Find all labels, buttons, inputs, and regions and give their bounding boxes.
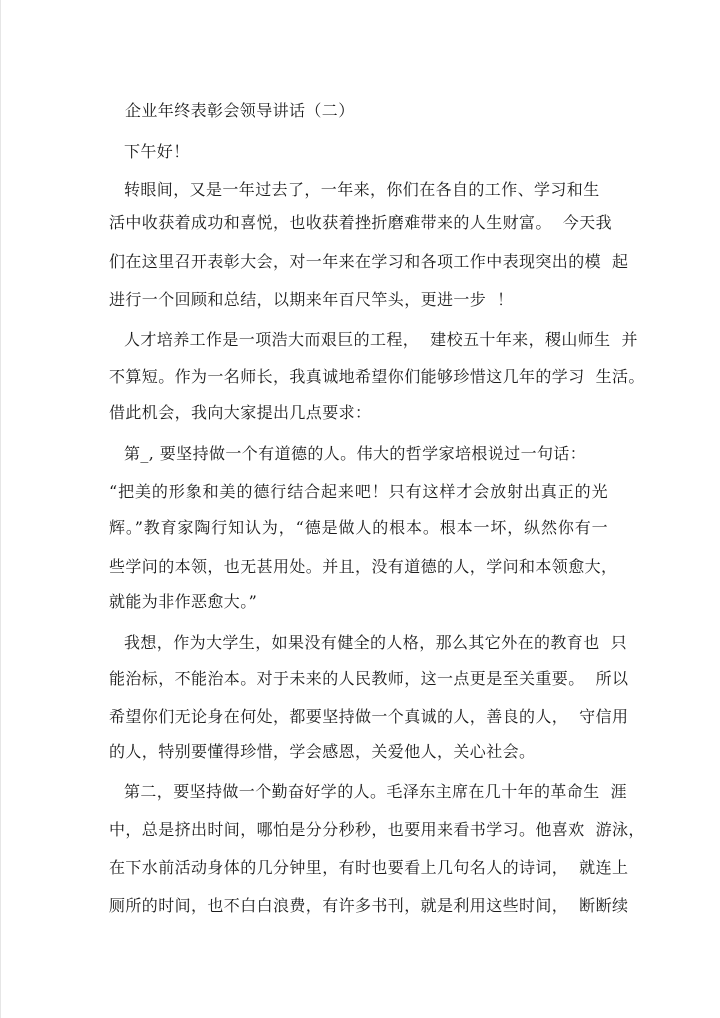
paragraph-2-line-2: 不算短。作为一名师长，我真诚地希望你们能够珍惜这几年的学习 生活。 [109,367,645,386]
paragraph-1-line-4: 进行一个回顾和总结，以期来年百尺竿头，更进一步 ！ [109,290,514,309]
paragraph-4-line-4: 的人，特别要懂得珍惜，学会感恩，关爱他人，关心社会。 [109,742,536,761]
paragraph-5-line-4: 厕所的时间，也不白白浪费，有许多书刊，就是利用这些时间， 断断续 [109,896,629,915]
paragraph-5-line-3: 在下水前活动身体的几分钟里，有时也要看上几句名人的诗词， 就连上 [109,858,629,877]
paragraph-5-line-1: 第二，要坚持做一个勤奋好学的人。毛泽东主席在几十年的革命生 涯 [124,782,627,801]
paragraph-4-line-1: 我想，作为大学生，如果没有健全的人格，那么其它外在的教育也 只 [124,633,627,652]
paragraph-3-line-3: 辉。”教育家陶行知认为，“德是做人的根本。根本一坏，纵然你有一 [109,518,608,537]
paragraph-2-line-3: 借此机会，我向大家提出几点要求： [109,403,372,422]
paragraph-1-line-1: 转眼间，又是一年过去了，一年来，你们在各自的工作、学习和生 [124,180,600,199]
paragraph-2-line-1: 人才培养工作是一项浩大而艰巨的工程， 建校五十年来，稷山师生 并 [124,330,638,349]
paragraph-3-line-5: 就能为非作恶愈大。” [109,592,258,611]
paragraph-1-line-3: 们在这里召开表彰大会，对一年来在学习和各项工作中表现突出的模 起 [109,252,629,271]
paragraph-5-line-2: 中，总是挤出时间，哪怕是分分秒秒，也要用来看书学习。他喜欢 游泳， [109,820,645,839]
paragraph-1-line-2: 活中收获着成功和喜悦，也收获着挫折磨难带来的人生财富。 今天我 [109,213,612,232]
paragraph-4-line-2: 能治标，不能治本。对于未来的人民教师，这一点更是至关重要。 所以 [109,669,629,688]
paragraph-4-line-3: 希望你们无论身在何处，都要坚持做一个真诚的人，善良的人， 守信用 [109,707,629,726]
paragraph-3-line-1: 第_, 要坚持做一个有道德的人。伟大的哲学家培根说过一句话： [124,444,587,463]
paragraph-3-line-4: 些学问的本领，也无甚用处。并且，没有道德的人，学问和本领愈大， [109,557,618,576]
document-title: 企业年终表彰会领导讲话（二） [125,101,355,120]
greeting-line: 下午好！ [124,142,190,161]
paragraph-3-line-2: “把美的形象和美的德行结合起来吧！只有这样才会放射出真正的光 [109,482,608,501]
